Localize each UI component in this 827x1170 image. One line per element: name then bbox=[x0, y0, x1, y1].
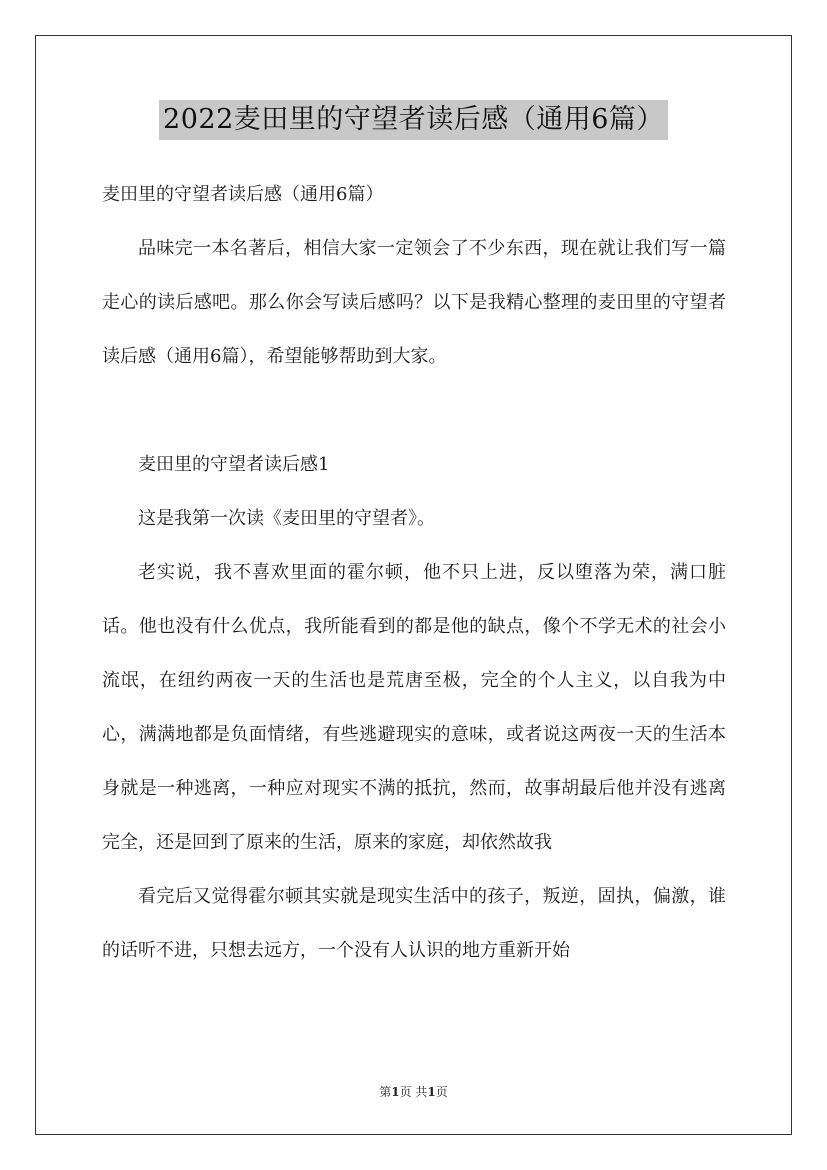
total-page-number: 1 bbox=[427, 1085, 436, 1099]
current-page-number: 1 bbox=[391, 1085, 400, 1099]
intro-paragraph: 品味完一本名著后，相信大家一定领会了不少东西，现在就让我们写一篇走心的读后感吧。那么你会写读后感吗？以下是我精心整理的麦田里的守望者读后感（通用6篇），希望能够帮助到大家。 bbox=[102, 238, 726, 367]
body-paragraph: 这是我第一次读《麦田里的守望者》。 bbox=[138, 508, 435, 529]
page-mid: 页 共 bbox=[399, 1085, 428, 1099]
document-body bbox=[102, 168, 726, 978]
body-paragraph: 老实说，我不喜欢里面的霍尔顿，他不只上进，反以堕落为荣，满口脏话。他也没有什么优点，我所能看到的都是他的缺点，像个不学无术的社会小流氓，在纽约两夜一天的生活也是荒唐至极，完全的个人主义，以自我为中心，满满地都是负面情绪，有些逃避现实的意味，或者说这两夜一天的生活本身就是一种逃离，一种应对现实不满的抵抗，然而，故事胡最后他并没有逃离完全，还是回到了原来的生活，原来的家庭，却依然故我 bbox=[102, 562, 726, 853]
page-suffix: 页 bbox=[435, 1085, 448, 1099]
body-paragraph: 看完后又觉得霍尔顿其实就是现实生活中的孩子，叛逆，固执，偏激，谁的话听不进，只想去远方，一个没有人认识的地方重新开始 bbox=[102, 886, 726, 961]
subtitle: 麦田里的守望者读后感（通用6篇） bbox=[102, 184, 384, 205]
section-heading: 麦田里的守望者读后感1 bbox=[138, 454, 330, 475]
page-footer bbox=[0, 1083, 827, 1101]
page-prefix: 第 bbox=[379, 1085, 392, 1099]
title-container bbox=[0, 100, 827, 140]
spacer bbox=[102, 384, 726, 438]
document-title: 2022麦田里的守望者读后感（通用6篇） bbox=[159, 100, 668, 140]
